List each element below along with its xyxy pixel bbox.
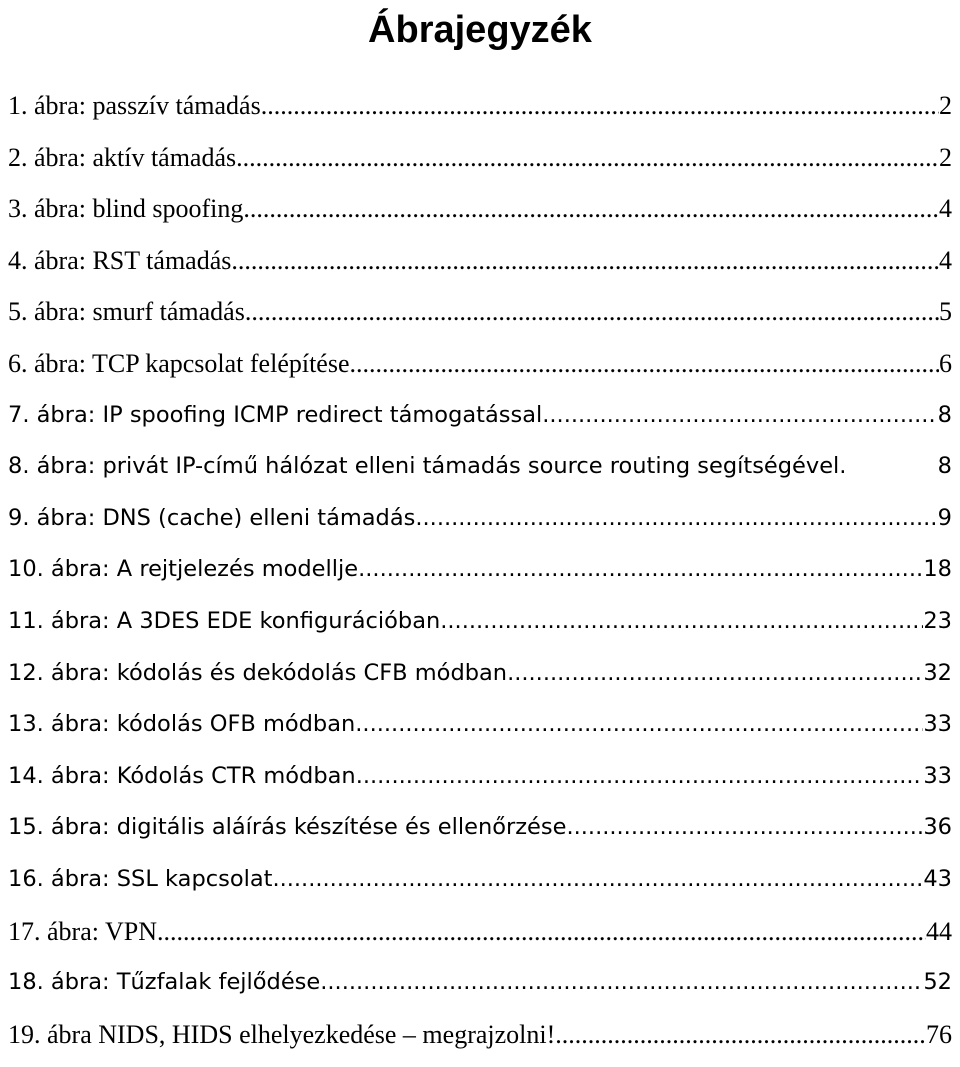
figure-page-number: 43 (923, 865, 952, 892)
figure-list-item[interactable] (8, 183, 952, 235)
figure-page-number: 4 (939, 245, 952, 275)
figure-label: 19. ábra NIDS, HIDS elhelyezkedése – megrajzolni! (8, 1019, 556, 1049)
figure-label: 10. ábra: A rejtjelezés modellje (8, 556, 359, 583)
figure-page-number: 23 (923, 607, 952, 634)
figure-page-number: 5 (939, 297, 952, 327)
figure-label: 11. ábra: A 3DES EDE konfigurációban (8, 607, 441, 634)
figure-label: 13. ábra: kódolás OFB módban (8, 711, 356, 738)
figure-list-item[interactable] (8, 338, 952, 390)
figure-list-item[interactable] (8, 699, 952, 751)
figure-label: 18. ábra: Tűzfalak fejlődése (8, 969, 321, 996)
figure-page-number: 44 (926, 916, 952, 946)
dot-leader (231, 235, 939, 287)
figure-list-item[interactable] (8, 441, 952, 493)
dot-leader (507, 648, 923, 700)
figure-list-item[interactable] (8, 493, 952, 545)
figure-list-item[interactable] (8, 286, 952, 338)
figure-page-number: 2 (939, 142, 952, 172)
dot-leader (245, 286, 939, 338)
figure-label: 8. ábra: privát IP-című hálózat elleni támadás source routing segítségével. (8, 453, 847, 480)
figure-list-item[interactable] (8, 80, 952, 132)
dot-leader (320, 957, 923, 1009)
figure-label: 16. ábra: SSL kapcsolat (8, 865, 273, 892)
dot-leader (243, 183, 939, 235)
figure-list-item[interactable] (8, 1009, 952, 1061)
figure-label: 14. ábra: Kódolás CTR módban (8, 762, 356, 789)
figure-list-item[interactable] (8, 596, 952, 648)
dot-leader (350, 338, 939, 390)
figure-page-number: 2 (939, 91, 952, 120)
figure-label: 4. ábra: RST támadás (8, 245, 232, 275)
figure-page-number: 6 (939, 348, 952, 378)
dot-leader (272, 854, 923, 906)
dot-leader (157, 906, 926, 958)
figure-label: 15. ábra: digitális aláírás készítése és ellenőrzése (8, 814, 567, 841)
dot-leader (356, 751, 924, 803)
figure-page-number: 4 (939, 194, 952, 224)
figure-page-number: 36 (923, 814, 952, 841)
page-title: Ábrajegyzék (368, 9, 592, 51)
dot-leader (236, 132, 939, 184)
figure-page-number: 76 (926, 1019, 952, 1049)
figure-page-number: 8 (937, 401, 952, 428)
figure-list-item[interactable] (8, 544, 952, 596)
figure-label: 6. ábra: TCP kapcsolat felépítése (8, 348, 350, 378)
dot-leader (355, 699, 923, 751)
figure-list-item[interactable] (8, 906, 952, 958)
figure-list-item[interactable] (8, 854, 952, 906)
figure-label: 3. ábra: blind spoofing (8, 194, 244, 224)
figure-page-number: 8 (937, 453, 952, 480)
figure-label: 7. ábra: IP spoofing ICMP redirect támogatással (8, 401, 543, 428)
dot-leader (261, 80, 939, 132)
figure-label: 2. ábra: aktív támadás (8, 142, 237, 172)
figure-list-item[interactable] (8, 802, 952, 854)
dot-leader (440, 596, 923, 648)
figure-label: 1. ábra: passzív támadás (8, 91, 261, 120)
figure-page-number: 33 (923, 711, 952, 738)
figure-list (8, 80, 952, 1060)
figure-list-item[interactable] (8, 132, 952, 184)
figure-label: 9. ábra: DNS (cache) elleni támadás (8, 504, 416, 531)
dot-leader (542, 390, 937, 442)
figure-list-item[interactable] (8, 648, 952, 700)
figure-label: 12. ábra: kódolás és dekódolás CFB módban (8, 659, 508, 686)
figure-page-number: 52 (923, 969, 952, 996)
figure-list-item[interactable] (8, 957, 952, 1009)
figure-page-number: 18 (923, 556, 952, 583)
figure-label: 5. ábra: smurf támadás (8, 297, 245, 327)
dot-leader (566, 802, 923, 854)
figure-page-number: 9 (937, 504, 952, 531)
figure-list-item[interactable] (8, 390, 952, 442)
dot-leader (358, 544, 923, 596)
dot-leader (555, 1009, 926, 1061)
dot-leader (415, 493, 937, 545)
figure-label: 17. ábra: VPN (8, 916, 158, 946)
figure-list-item[interactable] (8, 235, 952, 287)
figure-page-number: 33 (923, 762, 952, 789)
figure-page-number: 32 (923, 659, 952, 686)
figure-list-item[interactable] (8, 751, 952, 803)
